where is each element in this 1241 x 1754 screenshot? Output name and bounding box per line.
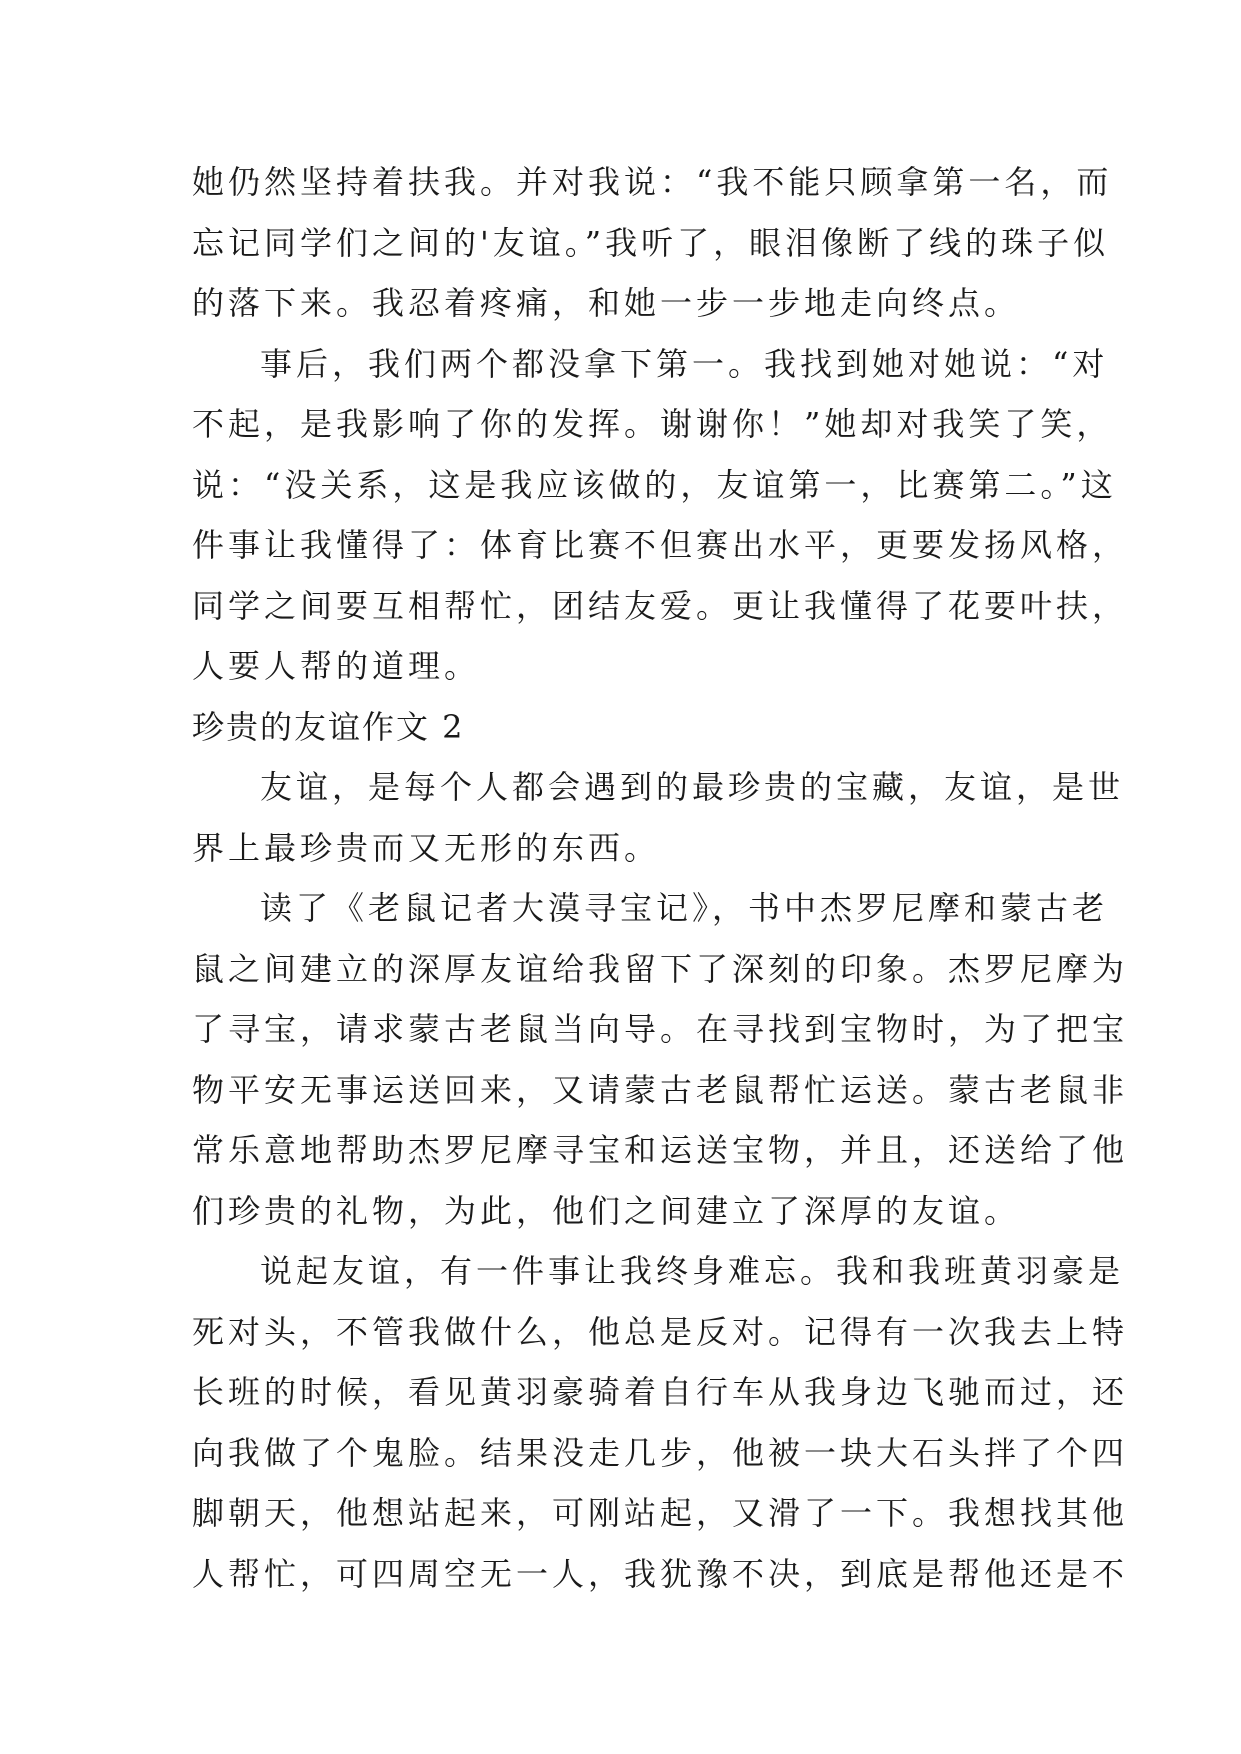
text-line: 友谊，是每个人都会遇到的最珍贵的宝藏，友谊，是世 xyxy=(260,768,1125,806)
text-line: 们珍贵的礼物，为此，他们之间建立了深厚的友谊。 xyxy=(192,1191,1021,1230)
text-line: 忘记同学们之间的'友谊。”我听了，眼泪像断了线的珠子似 xyxy=(192,223,1110,262)
section-heading: 珍贵的友谊作文 2 xyxy=(192,707,465,746)
text-line: 了寻宝，请求蒙古老鼠当向导。在寻找到宝物时，为了把宝 xyxy=(192,1010,1129,1048)
text-line: 物平安无事运送回来，又请蒙古老鼠帮忙运送。蒙古老鼠非 xyxy=(192,1070,1129,1109)
text-line: 读了《老鼠记者大漠寻宝记》，书中杰罗尼摩和蒙古老 xyxy=(260,889,1109,927)
text-line: 死对头，不管我做什么，他总是反对。记得有一次我去上特 xyxy=(192,1312,1129,1351)
text-line: 说起友谊，有一件事让我终身难忘。我和我班黄羽豪是 xyxy=(260,1252,1125,1290)
text-line: 向我做了个鬼脸。结果没走几步，他被一块大石头拌了个四 xyxy=(192,1433,1129,1472)
document-body xyxy=(192,152,1129,1604)
text-line: 人帮忙，可四周空无一人，我犹豫不决，到底是帮他还是不 xyxy=(192,1554,1129,1593)
text-line: 不起，是我影响了你的发挥。谢谢你！”她却对我笑了笑， xyxy=(192,405,1113,443)
text-line: 界上最珍贵而又无形的东西。 xyxy=(192,828,661,867)
text-line: 件事让我懂得了：体育比赛不但赛出水平，更要发扬风格， xyxy=(192,526,1129,564)
text-line: 人要人帮的道理。 xyxy=(192,647,481,685)
text-line: 的落下来。我忍着疼痛，和她一步一步地走向终点。 xyxy=(192,284,1021,322)
text-line: 同学之间要互相帮忙，团结友爱。更让我懂得了花要叶扶， xyxy=(192,586,1129,625)
text-line: 事后，我们两个都没拿下第一。我找到她对她说：“对 xyxy=(260,344,1109,383)
text-line: 她仍然坚持着扶我。并对我说：“我不能只顾拿第一名，而 xyxy=(192,163,1113,201)
text-line: 长班的时候，看见黄羽豪骑着自行车从我身边飞驰而过，还 xyxy=(192,1373,1129,1411)
text-line: 鼠之间建立的深厚友谊给我留下了深刻的印象。杰罗尼摩为 xyxy=(192,949,1129,988)
text-line: 常乐意地帮助杰罗尼摩寻宝和运送宝物，并且，还送给了他 xyxy=(192,1131,1129,1169)
text-line: 脚朝天，他想站起来，可刚站起，又滑了一下。我想找其他 xyxy=(192,1494,1129,1532)
text-line: 说：“没关系，这是我应该做的，友谊第一，比赛第二。”这 xyxy=(192,465,1117,504)
